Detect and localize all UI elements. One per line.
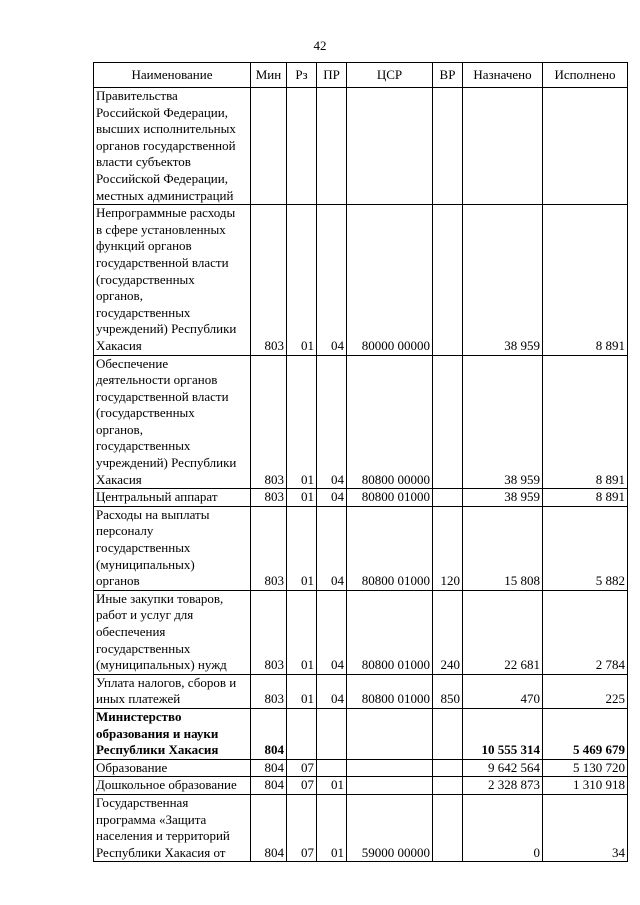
cell-vr [433,708,463,759]
cell-min: 803 [251,506,287,590]
header-vr: ВР [433,63,463,88]
cell-rz: 01 [287,355,317,489]
cell-name: Обеспечение деятельности органов государственной власти (государственных органов, государственных учреждений) Республики Хакасия [94,355,251,489]
cell-name: Центральный аппарат [94,489,251,507]
cell-vr [433,489,463,507]
header-rz: Рз [287,63,317,88]
table-body [94,88,628,862]
header-assigned: Назначено [463,63,543,88]
cell-min: 803 [251,489,287,507]
page-number: 42 [313,38,327,53]
cell-csr: 80000 00000 [347,205,433,355]
cell-min [251,88,287,205]
cell-name: Дошкольное образование [94,777,251,795]
cell-vr: 850 [433,674,463,708]
cell-pr: 04 [317,674,347,708]
cell-min: 804 [251,759,287,777]
cell-executed: 225 [543,674,628,708]
header-executed: Исполнено [543,63,628,88]
cell-pr: 04 [317,355,347,489]
cell-pr: 01 [317,777,347,795]
cell-vr [433,777,463,795]
table-header-row [94,63,628,88]
cell-assigned: 15 808 [463,506,543,590]
cell-min: 803 [251,674,287,708]
cell-name: Министерство образования и науки Республики Хакасия [94,708,251,759]
cell-name: Государственная программа «Защита населения и территорий Республики Хакасия от [94,794,251,861]
cell-vr [433,88,463,205]
cell-pr: 01 [317,794,347,861]
table-row [94,674,628,708]
table-row [94,355,628,489]
cell-pr: 04 [317,489,347,507]
header-csr: ЦСР [347,63,433,88]
cell-csr [347,759,433,777]
cell-csr: 80800 01000 [347,489,433,507]
cell-name: Иные закупки товаров, работ и услуг для обеспечения государственных (муниципальных) нужд [94,590,251,674]
cell-min: 804 [251,777,287,795]
cell-name: Расходы на выплаты персоналу государственных (муниципальных) органов [94,506,251,590]
table-row [94,777,628,795]
cell-rz [287,708,317,759]
cell-rz [287,88,317,205]
cell-pr: 04 [317,506,347,590]
table-row [94,759,628,777]
header-pr: ПР [317,63,347,88]
table-row [94,506,628,590]
cell-executed: 5 130 720 [543,759,628,777]
cell-executed: 5 882 [543,506,628,590]
cell-executed: 34 [543,794,628,861]
cell-rz: 01 [287,674,317,708]
cell-vr [433,759,463,777]
table-row [94,489,628,507]
cell-csr [347,777,433,795]
cell-csr: 80800 01000 [347,674,433,708]
table-row [94,88,628,205]
cell-vr [433,355,463,489]
cell-executed: 8 891 [543,355,628,489]
table-row [94,794,628,861]
cell-csr: 80800 01000 [347,506,433,590]
cell-name: Непрограммные расходы в сфере установленных функций органов государственной власти (государственных органов, государственных учреждений) Республики Хакасия [94,205,251,355]
cell-min: 803 [251,355,287,489]
cell-csr: 80800 01000 [347,590,433,674]
cell-executed: 8 891 [543,489,628,507]
cell-pr: 04 [317,590,347,674]
cell-assigned: 38 959 [463,489,543,507]
cell-min: 803 [251,205,287,355]
cell-min: 804 [251,708,287,759]
cell-assigned: 470 [463,674,543,708]
budget-table [93,62,628,862]
cell-name: Уплата налогов, сборов и иных платежей [94,674,251,708]
cell-pr [317,759,347,777]
cell-vr [433,205,463,355]
cell-csr [347,708,433,759]
cell-vr: 120 [433,506,463,590]
cell-assigned: 38 959 [463,205,543,355]
cell-assigned: 9 642 564 [463,759,543,777]
cell-executed [543,88,628,205]
cell-assigned: 2 328 873 [463,777,543,795]
cell-min: 804 [251,794,287,861]
cell-executed: 2 784 [543,590,628,674]
cell-csr: 80800 00000 [347,355,433,489]
cell-assigned: 38 959 [463,355,543,489]
header-name: Наименование [94,63,251,88]
cell-pr [317,88,347,205]
cell-rz: 07 [287,759,317,777]
cell-rz: 01 [287,506,317,590]
cell-assigned: 22 681 [463,590,543,674]
table-row [94,708,628,759]
cell-assigned: 0 [463,794,543,861]
cell-rz: 07 [287,794,317,861]
cell-pr [317,708,347,759]
table-row [94,590,628,674]
cell-executed: 8 891 [543,205,628,355]
cell-name: Образование [94,759,251,777]
cell-assigned [463,88,543,205]
cell-csr [347,88,433,205]
cell-executed: 5 469 679 [543,708,628,759]
cell-csr: 59000 00000 [347,794,433,861]
header-min: Мин [251,63,287,88]
cell-vr: 240 [433,590,463,674]
cell-assigned: 10 555 314 [463,708,543,759]
cell-rz: 01 [287,489,317,507]
cell-name: Правительства Российской Федерации, высших исполнительных органов государственной власти субъектов Российской Федерации, местных администраций [94,88,251,205]
cell-rz: 07 [287,777,317,795]
cell-vr [433,794,463,861]
table-row [94,205,628,355]
cell-rz: 01 [287,205,317,355]
cell-min: 803 [251,590,287,674]
cell-rz: 01 [287,590,317,674]
cell-executed: 1 310 918 [543,777,628,795]
cell-pr: 04 [317,205,347,355]
